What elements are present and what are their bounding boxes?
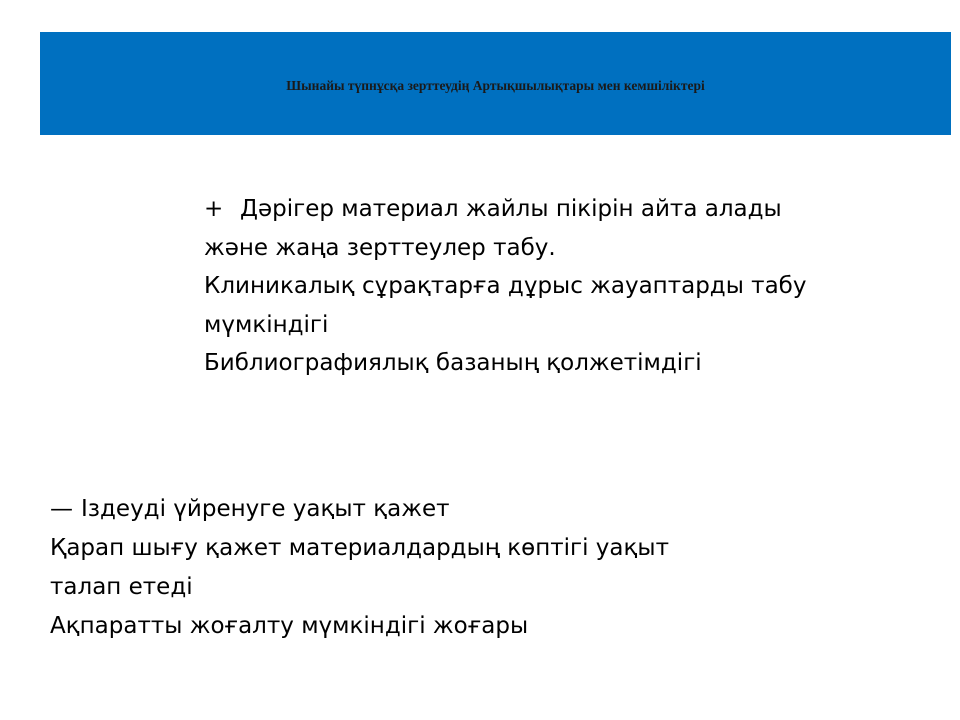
title-banner xyxy=(40,32,951,135)
disadvantages-list xyxy=(50,490,770,646)
slide-title: Шынайы түпнұсқа зерттеудің Артықшылықтары мен кемшіліктері xyxy=(286,77,705,93)
advantage-text: Дәрігер материал жайлы пікірін айта алады xyxy=(240,196,782,222)
advantage-line: Клиникалық сұрақтарға дұрыс жауаптарды табу xyxy=(204,273,807,299)
advantages-list xyxy=(204,190,924,383)
dash-marker: — xyxy=(50,496,73,522)
advantage-line xyxy=(204,190,924,229)
plus-marker: + xyxy=(204,196,224,222)
advantage-line: Библиографиялық базаның қолжетімдігі xyxy=(204,350,702,376)
disadvantage-line: Қарап шығу қажет материалдардың көптігі уақыт xyxy=(50,535,669,561)
advantage-line: және жаңа зерттеулер табу. xyxy=(204,234,556,261)
disadvantage-line: талап етеді xyxy=(50,574,193,600)
disadvantage-line xyxy=(50,490,770,529)
disadvantage-line: Ақпаратты жоғалту мүмкіндігі жоғары xyxy=(50,613,529,639)
advantage-line: мүмкіндігі xyxy=(204,311,329,338)
disadvantage-text: Іздеуді үйренуге уақыт қажет xyxy=(81,496,450,522)
